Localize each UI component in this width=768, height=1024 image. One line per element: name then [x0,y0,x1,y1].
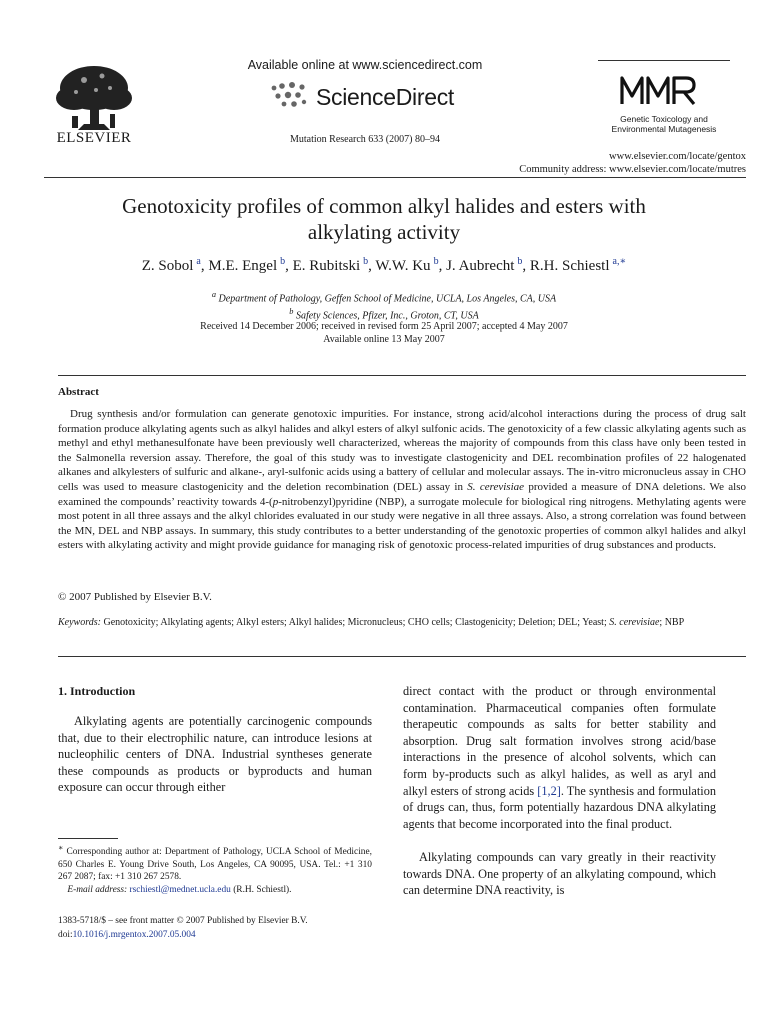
corresponding-author-footnote: ∗ Corresponding author at: Department of Pathology, UCLA School of Medicine, 650 Charles E. Young Drive South, Los Angeles, CA 90095, USA. Tel.: +1 310 267 2087; fax: +1 310 267 2578. E-mail address: rschiestl@mednet.ucla.edu (R.H. Schiestl). [58,843,372,895]
author-affiliation-mark[interactable]: b [363,256,369,267]
journal-subtitle: Genetic Toxicology and Environmental Mutagenesis [611,114,717,134]
author: M.E. Engel $^b$, [208,256,293,274]
abstract-copyright: © 2007 Published by Elsevier B.V. [58,591,212,603]
journal-url[interactable]: www.elsevier.com/locate/gentox [609,151,746,162]
author-affiliation-mark[interactable]: a [196,256,201,267]
doi-link[interactable]: 10.1016/j.mrgentox.2007.05.004 [72,930,196,940]
affiliation-b: $^b$ Safety Sciences, Pfizer, Inc., Groton, CT, USA [289,307,479,322]
footnote-divider [58,838,118,839]
author-affiliation-mark[interactable]: b [433,256,439,267]
abstract-divider [58,375,746,376]
affiliation-a: $^a$ Department of Pathology, Geffen School of Medicine, UCLA, Los Angeles, CA, USA [211,290,557,305]
keywords-label: Keywords: [58,617,101,628]
journal-reference: Mutation Research 633 (2007) 80–94 [290,134,440,145]
keywords: Keywords: Genotoxicity; Alkylating agents; Alkyl esters; Alkyl halides; Micronucleus; CHO cells; Clastogenicity; Deletion; DEL; Yeast; S. cerevisiae; NBP [58,617,685,628]
doi-line: doi:10.1016/j.mrgentox.2007.05.004 [58,930,196,940]
intro-paragraph-right-1: direct contact with the product or through environmental contamination. Pharmaceutical companies often formulate therapeutic compounds as salts for better stability and absorption. Drug salt formation involves strong acid/base interactions in the presence of alcohol solvents, which can form by-products such as alkyl halides, as well as aryl and alkyl esters of strong acids [1,2]. The synthesis and formulation of drugs can, thus, form potentially hazardous DNA alkylating agents that become incorporated into the final product. [403,684,717,831]
author: Z. Sobol $^a$, [141,256,209,274]
author: R.H. Schiestl $^{a,∗}$ [529,256,627,274]
body-divider [58,656,746,657]
available-online-text[interactable]: Available online at www.sciencedirect.com [247,58,483,72]
author: J. Aubrecht $^b$, [446,256,530,274]
abstract-heading: Abstract [58,386,99,398]
intro-paragraph-left: Alkylating agents are potentially carcinogenic compounds that, due to their electrophilic nature, can introduce lesions at nucleophilic centers of DNA. Industrial syntheses generate these compounds as products or byproducts and human exposure can occur through either [58,714,372,795]
header-divider [44,177,746,178]
citation-link[interactable]: [1,2] [537,783,561,798]
publisher-name: ELSEVIER [56,130,132,146]
sciencedirect-dots-icon [268,80,314,112]
email-link[interactable]: rschiestl@mednet.ucla.edu [129,884,231,895]
received-dates: Received 14 December 2006; received in revised form 25 April 2007; accepted 4 May 2007 [200,321,568,332]
author-affiliation-mark[interactable]: b [280,256,286,267]
author-list [40,256,728,275]
online-date: Available online 13 May 2007 [323,334,445,345]
issn-line: 1383-5718/$ – see front matter © 2007 Published by Elsevier B.V. [58,916,308,926]
article-dates [80,320,688,346]
author: W.W. Ku $^b$, [375,256,447,274]
author: E. Rubitski $^b$, [292,256,376,274]
community-url[interactable]: Community address: www.elsevier.com/locate/mutres [519,164,746,175]
sciencedirect-logo: ScienceDirect [316,84,454,110]
article-title: Genotoxicity profiles of common alkyl halides and esters with alkylating activity [122,194,646,244]
journal-mr-logo-icon [618,74,698,106]
affiliations [80,288,688,323]
page-footer [58,914,372,942]
author-affiliation-mark[interactable]: a,∗ [612,256,627,267]
journal-urls [440,150,746,176]
intro-paragraph-right-2: Alkylating compounds can vary greatly in their reactivity towards DNA. One property of an alkylating compound, which can determine DNA reactivity, is [403,850,716,898]
section-heading-introduction: 1. Introduction [58,684,136,698]
abstract-text: Drug synthesis and/or formulation can generate genotoxic impurities. For instance, strong acid/alcohol interactions during the process of drug salt formation produce alkylating agents such as alkyl halides and alkyl esters of alkyl sulfonic acids. The genotoxicity of a few classic alkylating agents such as methyl and ethyl methanesulfonate have been previously well characterized, whereas the majority of compounds from this class have only been tested in the Salmonella reversion assay. Therefore, the goal of this study was to investigate clastogenicity and DEL recombination profiles of 22 halogenated alkanes and alkylesters of sulfuric and alkane-, aryl-sulfonic acids using a battery of cellular and molecular assays. The in-vitro micronucleus assay in CHO cells was used to measure clastogenicity and the deletion recombination (DEL) assay in S. cerevisiae provided a measure of DNA deletions. We also examined the compounds’ reactivity towards 4-(p-nitrobenzyl)pyridine (NBP), a surrogate molecule for biological ring nitrogens. Methylating agents were most potent in all three assays and the alkyl chlorides evaluated in our study were negative in all three assays. Also, a strong correlation was found between the MN, DEL and NBP assays. In summary, this study contributes to a better understanding of the genotoxic properties of common alkyl halides and alkyl esters with alkylating activity and might provide guidance for managing risk of genotoxic process-related impurities of drug substances and products. [58,408,746,552]
author-affiliation-mark[interactable]: b [517,256,523,267]
